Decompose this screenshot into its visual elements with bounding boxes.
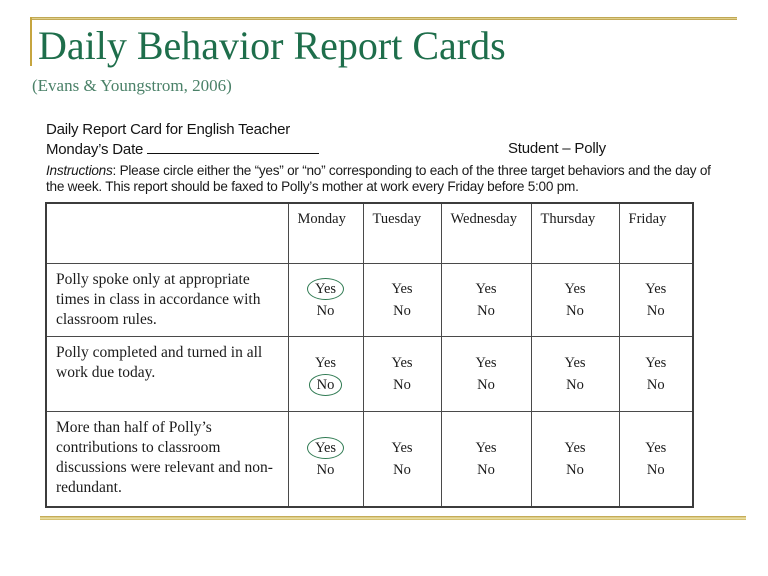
title-accent-line: [30, 17, 32, 66]
no-option: No: [393, 376, 411, 393]
no-option: No: [477, 302, 495, 319]
yes-no-cell: [531, 336, 619, 411]
table-row: [46, 263, 693, 336]
yes-option: Yes: [307, 278, 344, 300]
yes-no-cell: [288, 336, 363, 411]
yes-no-cell: [441, 263, 531, 336]
instructions-body: : Please circle either the “yes” or “no” corresponding to each of the three target behaviors and the day of the week. This report should be faxed to Polly’s mother at work every Friday before 5:00 pm.: [46, 163, 711, 194]
yes-no-cell: [363, 336, 441, 411]
yes-no-cell: [441, 336, 531, 411]
table-header-row: [46, 203, 693, 263]
yes-option: Yes: [391, 280, 413, 297]
no-option: No: [477, 376, 495, 393]
behavior-cell: Polly completed and turned in all work due today.: [46, 336, 288, 411]
no-option: No: [477, 461, 495, 478]
no-option: No: [566, 302, 584, 319]
yes-option: Yes: [645, 354, 667, 371]
day-header-tuesday: Tuesday: [363, 203, 441, 263]
yes-option: Yes: [314, 354, 337, 371]
yes-no-cell: [441, 411, 531, 507]
yes-option: Yes: [475, 280, 497, 297]
yes-option: Yes: [307, 437, 344, 459]
student-label: Student – Polly: [508, 140, 606, 157]
date-row: [46, 140, 736, 160]
no-option: No: [646, 302, 665, 319]
date-label: Monday’s Date: [46, 141, 144, 158]
yes-no-cell: [288, 411, 363, 507]
yes-no-cell: [531, 411, 619, 507]
yes-no-cell: [619, 411, 693, 507]
yes-no-cell: [363, 263, 441, 336]
behavior-cell: More than half of Polly’s contributions to classroom discussions were relevant and non-redundant.: [46, 411, 288, 507]
top-gold-rule: [30, 17, 737, 20]
yes-no-cell: [288, 263, 363, 336]
yes-option: Yes: [645, 280, 667, 297]
corner-cell: [46, 203, 288, 263]
yes-option: Yes: [564, 439, 586, 456]
no-option: No: [316, 302, 335, 319]
yes-option: Yes: [475, 439, 497, 456]
no-option: No: [393, 461, 411, 478]
yes-no-cell: [619, 263, 693, 336]
slide-subtitle: (Evans & Youngstrom, 2006): [32, 76, 232, 95]
no-option: No: [316, 461, 335, 478]
yes-no-cell: [619, 336, 693, 411]
no-option: No: [393, 302, 411, 319]
behavior-report-table: [45, 202, 694, 508]
day-header-friday: Friday: [619, 203, 693, 263]
table-row: [46, 336, 693, 411]
no-option: No: [309, 374, 343, 396]
yes-option: Yes: [564, 354, 586, 371]
report-card-header: [46, 121, 736, 194]
date-blank-line: [147, 140, 319, 154]
day-header-thursday: Thursday: [531, 203, 619, 263]
behavior-cell: Polly spoke only at appropriate times in class in accordance with classroom rules.: [46, 263, 288, 336]
no-option: No: [566, 376, 584, 393]
yes-no-cell: [531, 263, 619, 336]
yes-option: Yes: [475, 354, 497, 371]
no-option: No: [566, 461, 584, 478]
no-option: No: [646, 461, 665, 478]
instructions-lead: Instructions: [46, 163, 113, 178]
yes-option: Yes: [391, 439, 413, 456]
yes-option: Yes: [645, 439, 667, 456]
yes-option: Yes: [564, 280, 586, 297]
no-option: No: [646, 376, 665, 393]
day-header-wednesday: Wednesday: [441, 203, 531, 263]
slide-title: Daily Behavior Report Cards: [38, 23, 506, 68]
report-heading: Daily Report Card for English Teacher: [46, 121, 291, 138]
yes-no-cell: [363, 411, 441, 507]
instructions-text: [46, 163, 730, 194]
day-header-monday: Monday: [288, 203, 363, 263]
yes-option: Yes: [391, 354, 413, 371]
table-row: [46, 411, 693, 507]
bottom-gold-rule: [40, 516, 746, 520]
